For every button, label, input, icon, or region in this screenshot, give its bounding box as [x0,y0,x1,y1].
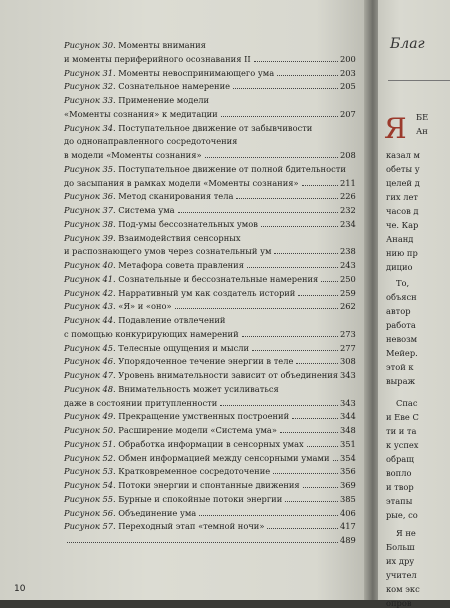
dot-leader [175,308,338,309]
right-page-line: ком экс [386,584,420,594]
entry-title: «Моменты сознания» к медитации [64,108,218,119]
figure-label: Рисунок 53. [64,466,116,477]
page-number: 10 [14,584,26,594]
entry-page: 259 [340,287,356,298]
entry-page: 343 [340,397,356,408]
right-page-line: Спас [396,398,418,408]
figure-label: Рисунок 35. [64,163,116,174]
entry-title: Рисунок 32. Сознательное намерение [64,81,231,92]
figure-label: Рисунок 37. [64,205,116,215]
right-page-line: БЕ [416,112,429,122]
entry-title: Рисунок 54. Потоки энергии и спонтанные движения [64,480,300,490]
dot-leader [307,446,338,447]
entry-title: Рисунок 55. Бурные и спокойные потоки энергии [64,493,283,504]
entry-page: 354 [340,452,356,463]
entry-title: Рисунок 49. Прекращение умственных построений [64,411,290,422]
entry-title: Рисунок 36. Метод сканирования тела [64,191,234,202]
toc-entry-line [0,382,372,396]
entry-page: 351 [340,438,356,449]
dot-leader [267,528,338,529]
dot-leader [274,253,338,254]
entry-page: 369 [340,480,356,490]
dot-leader [292,418,338,419]
entry-title: с помощью конкурирующих намерений [64,328,239,339]
figure-label: Рисунок 42. [64,287,116,298]
entry-title: Рисунок 52. Обмен информацией между сенсорными умами [64,452,330,463]
right-page-line: че. Кар [386,220,419,230]
right-page-line: и твор [386,482,414,492]
entry-title: Рисунок 57. Переходный этап «темной ночи» [64,521,265,532]
dot-leader [178,212,338,213]
toc-entry-line [0,533,372,547]
figure-label: Рисунок 31. [64,67,116,78]
dot-leader [254,61,338,62]
entry-title: Рисунок 44. Подавление отвлечений [64,315,226,325]
toc-entry-line [0,506,372,520]
entry-page: 385 [340,493,356,504]
figure-label: Рисунок 40. [64,260,116,270]
dot-leader [277,75,338,76]
right-page-line: Ананд [386,234,414,244]
dot-leader [233,88,338,89]
right-page-line: объясн [386,292,417,302]
toc-entry-line [0,437,372,451]
entry-title: Рисунок 45. Телесные ощущения и мысли [64,342,250,353]
toc-entry-line [0,203,372,217]
toc-entry-line [0,423,372,437]
toc-entry-line [0,519,372,533]
toc-entry-line [0,478,372,492]
toc-entry-line [0,148,372,162]
toc-entry-line [0,66,372,80]
dot-leader [236,198,338,199]
figure-label: Рисунок 30. [64,40,116,50]
entry-page: 417 [340,521,356,532]
figure-label: Рисунок 38. [64,218,116,229]
entry-title: Рисунок 50. Расширение модели «Система ума» [64,425,277,435]
entry-title: Рисунок 37. Система ума [64,205,175,215]
entry-title: Рисунок 34. Поступательное движение от забывчивости [64,122,313,133]
entry-page: 203 [340,67,356,78]
entry-title: Рисунок 30. Моменты внимания [64,40,206,50]
toc-entry-line [0,217,372,231]
right-page-line: и Еве С [386,412,419,422]
right-page-line: учител [386,570,417,580]
dot-leader [205,157,338,158]
right-page-line: То, [396,278,410,288]
entry-page: 308 [340,356,356,367]
right-page-line: обращ [386,454,414,464]
entry-title: Рисунок 40. Метафора совета правления [64,260,244,270]
right-page-line: казал м [386,150,420,160]
toc-entry-line [0,409,372,423]
entry-title: и моменты периферийного осознавания II [64,53,251,64]
entry-title: Рисунок 56. Объединение ума [64,507,197,518]
figure-label: Рисунок 32. [64,81,116,92]
right-page-line: нию пр [386,248,418,258]
dot-leader [261,226,338,227]
entry-title: Рисунок 51. Обработка информации в сенсорных умах [64,438,304,449]
entry-page: 243 [340,260,356,270]
entry-title: Рисунок 47. Уровень внимательности зависит от объединения [64,370,339,380]
figure-label: Рисунок 49. [64,411,116,422]
dot-leader [199,515,338,516]
right-page-line: рые, со [386,510,418,520]
figure-label: Рисунок 51. [64,438,116,449]
entry-title: Рисунок 39. Взаимодействия сенсорных [64,232,241,243]
figure-label: Рисунок 54. [64,480,116,490]
toc-entry-line [0,38,372,52]
figure-label: Рисунок 36. [64,191,116,202]
dot-leader [220,405,338,406]
right-page [378,0,450,608]
entry-page: 211 [340,177,356,188]
figure-label: Рисунок 55. [64,493,116,504]
right-page-line: этапы [386,496,413,506]
right-page-line: невозм [386,334,418,344]
toc-entry-line [0,189,372,203]
toc-entry-line [0,396,372,410]
right-page-line: их дру [386,556,415,566]
dot-leader [252,350,338,351]
figure-label: Рисунок 41. [64,273,116,284]
entry-page: 250 [340,273,356,284]
toc-entry-line [0,231,372,245]
figure-label: Рисунок 52. [64,452,116,463]
toc-entry-line [0,176,372,190]
entry-title: в модели «Моменты сознания» [64,150,202,160]
dot-leader [296,363,338,364]
dot-leader [302,185,338,186]
entry-page: 234 [340,218,356,229]
entry-title: Рисунок 41. Сознательные и бессознательные намерения [64,273,319,284]
toc-entry-line [0,107,372,121]
right-page-line: Ан [416,126,428,136]
entry-title: Рисунок 35. Поступательное движение от полной бдительности [64,163,346,174]
toc-entry-line [0,134,372,148]
toc-entry-line [0,258,372,272]
dot-leader [333,460,338,461]
entry-title: Рисунок 43. «Я» и «оно» [64,301,172,312]
figure-label: Рисунок 46. [64,356,116,367]
entry-page: 205 [340,81,356,92]
dot-leader [242,336,338,337]
figure-label: Рисунок 34. [64,122,116,133]
entry-page: 200 [340,53,356,64]
entry-page: 273 [340,328,356,339]
toc-entry-line [0,313,372,327]
entry-title: до засыпания в рамках модели «Моменты сознания» [64,177,299,188]
dot-leader [67,542,338,543]
entry-page: 238 [340,246,356,257]
toc-entry-line [0,162,372,176]
entry-page: 226 [340,191,356,202]
entry-title: Рисунок 42. Нарративный ум как создатель историй [64,287,296,298]
dot-leader [273,473,338,474]
toc-entry-line [0,79,372,93]
entry-page: 356 [340,466,356,477]
right-page-line: вопло [386,468,412,478]
entry-page: 348 [340,425,356,435]
drop-cap: Я [384,112,407,145]
toc-entry-line [0,121,372,135]
toc-entry-line [0,327,372,341]
entry-page: 489 [340,535,356,545]
entry-page: 207 [340,108,356,119]
entry-page: 406 [340,507,356,518]
dot-leader [221,116,338,117]
toc-entry-line [0,286,372,300]
toc-entry-line [0,244,372,258]
entry-title: Рисунок 38. Под-умы бессознательных умов [64,218,258,229]
entry-title: Рисунок 31. Моменты невоспринимающего ума [64,67,275,78]
figure-label: Рисунок 47. [64,370,116,380]
right-page-line: к успех [386,440,419,450]
right-page-line: дицио [386,262,413,272]
right-page-line: Больш [386,542,415,552]
right-page-line: Я не [396,528,416,538]
entry-title: Рисунок 53. Кратковременное сосредоточение [64,466,271,477]
right-page-line: автор [386,306,411,316]
toc-entry-line [0,93,372,107]
figure-label: Рисунок 48. [64,383,116,394]
right-page-line: часов д [386,206,419,216]
entry-page: 343 [340,370,356,380]
dot-leader [321,281,338,282]
entry-page: 232 [340,205,356,215]
figure-label: Рисунок 39. [64,232,116,243]
toc-entry-line [0,52,372,66]
figure-label: Рисунок 56. [64,507,116,518]
entry-title: Рисунок 33. Применение модели [64,95,210,105]
dot-leader [298,295,338,296]
toc-entry-line [0,341,372,355]
toc-entry-line [0,368,372,382]
dot-leader [280,432,338,433]
entry-title: Рисунок 46. Упорядоченное течение энергии в теле [64,356,294,367]
right-page-line: опров [386,598,412,608]
entry-title: даже в состоянии притупленности [64,397,218,408]
toc-entry-line [0,464,372,478]
entry-page: 208 [340,150,356,160]
toc-entry-line [0,272,372,286]
heading-rule [388,80,450,81]
right-page-line: выраж [386,376,416,386]
right-page-line: гих лет [386,192,418,202]
entry-title: и распознающего умов через сознательный ум [64,246,272,257]
figure-label: Рисунок 43. [64,301,116,312]
toc-entry-line [0,354,372,368]
figure-label: Рисунок 50. [64,425,116,435]
entry-title: Рисунок 48. Внимательность может усиливаться [64,383,279,394]
right-page-line: Мейер. [386,348,418,358]
figure-label: Рисунок 57. [64,521,116,532]
entry-page: 344 [340,411,356,422]
right-page-heading: Благ [390,36,425,52]
right-page-line: обеты у [386,164,420,174]
right-page-line: целей д [386,178,420,188]
figure-label: Рисунок 45. [64,342,116,353]
right-page-line: работа [386,320,416,330]
dot-leader [303,487,338,488]
figure-label: Рисунок 44. [64,315,116,325]
figure-label: Рисунок 33. [64,95,116,105]
right-page-line: ти и та [386,426,417,436]
entry-title: до однонаправленного сосредоточения [64,136,238,147]
entry-page: 262 [340,301,356,312]
right-page-line: этой к [386,362,414,372]
dot-leader [247,267,338,268]
entry-page: 277 [340,342,356,353]
toc-entry-line [0,492,372,506]
toc-entry-line [0,451,372,465]
toc-entry-line [0,299,372,313]
dot-leader [285,501,338,502]
